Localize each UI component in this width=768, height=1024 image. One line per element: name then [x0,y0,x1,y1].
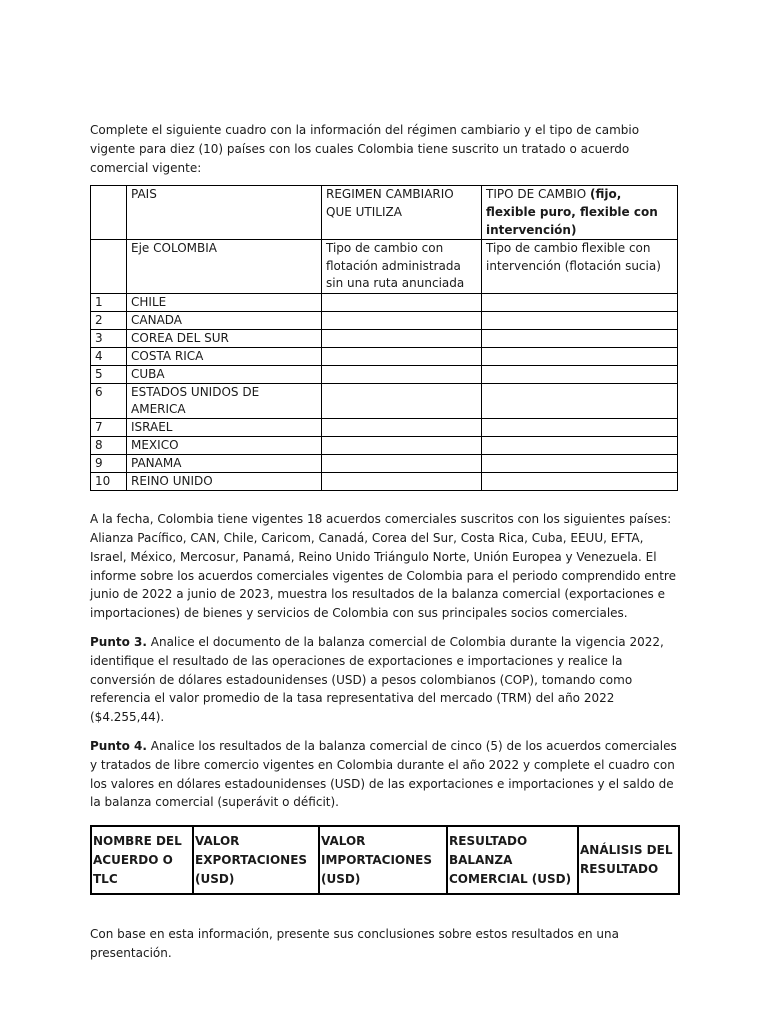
row-regimen [322,455,482,473]
trade-balance-table [90,825,680,895]
punto-3-text: Analice el documento de la balanza comercial de Colombia durante la vigencia 2022, identifique el resultado de las operaciones de exportaciones e importaciones y realice la conversión de dólares estadounidenses (USD) a pesos colombianos (COP), tomando como referencia el valor promedio de la tasa representativa del mercado (TRM) del año 2022 ($4.255,44). [90,634,664,725]
punto-3-label: Punto 3. [90,634,147,649]
exchange-regime-table [90,185,678,491]
row-num: 3 [91,330,127,348]
row-pais: MEXICO [127,437,322,455]
row-tipo [482,419,678,437]
row-num: 5 [91,366,127,384]
header-acuerdo: NOMBRE DEL ACUERDO O TLC [91,826,193,894]
row-tipo [482,366,678,384]
eje-pais: Eje COLOMBIA [127,240,322,294]
row-num: 8 [91,437,127,455]
row-tipo [482,348,678,366]
row-pais: ESTADOS UNIDOS DE AMERICA [127,384,322,419]
eje-tipo: Tipo de cambio flexible con intervención (flotación sucia) [482,240,678,294]
row-pais: CHILE [127,294,322,312]
punto-4-label: Punto 4. [90,738,147,753]
table-row [91,312,678,330]
row-pais: COSTA RICA [127,348,322,366]
table-row [91,384,678,419]
row-regimen [322,330,482,348]
table-row [91,419,678,437]
row-regimen [322,294,482,312]
header-tipo-prefix: TIPO DE CAMBIO [486,187,590,202]
table-row [91,366,678,384]
row-pais: PANAMA [127,455,322,473]
table-row [91,437,678,455]
row-num: 9 [91,455,127,473]
table-row [91,294,678,312]
table-row-eje [91,240,678,294]
row-pais: CANADA [127,312,322,330]
punto-4-text: Analice los resultados de la balanza comercial de cinco (5) de los acuerdos comerciales y tratados de libre comercio vigentes en Colombia durante el año 2022 y complete el cuadro con los valores en dólares estadounidenses (USD) de las exportaciones e importaciones y el saldo de la balanza comercial (superávit o déficit). [90,738,677,810]
row-regimen [322,473,482,491]
table-row [91,473,678,491]
row-regimen [322,366,482,384]
header-exportaciones: VALOR EXPORTACIONES (USD) [193,826,319,894]
row-tipo [482,473,678,491]
conclusion-paragraph: Con base en esta información, presente sus conclusiones sobre estos resultados en una presentación. [90,927,619,960]
punto-4-paragraph [90,737,678,812]
table-row [91,348,678,366]
header-pais: PAIS [127,186,322,240]
row-num: 10 [91,473,127,491]
eje-num-cell [91,240,127,294]
table-row [91,330,678,348]
intro-paragraph: Complete el siguiente cuadro con la información del régimen cambiario y el tipo de cambio vigente para diez (10) países con los cuales Colombia tiene suscrito un tratado o acuerdo comercial vigente: [90,123,640,175]
row-num: 6 [91,384,127,419]
row-tipo [482,330,678,348]
punto-3-paragraph [90,633,678,727]
header-importaciones: VALOR IMPORTACIONES (USD) [319,826,447,894]
country-rows [91,294,678,491]
header-tipo-options: (fijo, flexible puro, flexible con intervención) [486,187,658,237]
row-num: 7 [91,419,127,437]
row-pais: REINO UNIDO [127,473,322,491]
row-regimen [322,312,482,330]
row-regimen [322,384,482,419]
row-num: 2 [91,312,127,330]
row-num: 4 [91,348,127,366]
row-regimen [322,419,482,437]
table-row [91,455,678,473]
header-analisis: ANÁLISIS DEL RESULTADO [578,826,679,894]
row-tipo [482,437,678,455]
table-header-row [91,186,678,240]
row-tipo [482,384,678,419]
document-page [90,121,678,963]
row-pais: CUBA [127,366,322,384]
row-pais: ISRAEL [127,419,322,437]
row-tipo [482,455,678,473]
row-tipo [482,312,678,330]
trade-balance-header-row [91,826,679,894]
row-regimen [322,348,482,366]
row-regimen [322,437,482,455]
header-resultado: RESULTADO BALANZA COMERCIAL (USD) [447,826,578,894]
row-pais: COREA DEL SUR [127,330,322,348]
header-num-cell [91,186,127,240]
agreements-paragraph: A la fecha, Colombia tiene vigentes 18 acuerdos comerciales suscritos con los siguientes países: Alianza Pacífico, CAN, Chile, Caricom, Canadá, Corea del Sur, Costa Rica, Cuba, EEUU, EFTA, Israel, México, Mercosur, Panamá, Reino Unido Triángulo Norte, Unión Europea y Venezuela. El informe sobre los acuerdos comerciales vigentes de Colombia para el periodo comprendido entre junio de 2022 a junio de 2023, muestra los resultados de la balanza comercial (exportaciones e importaciones) de bienes y servicios de Colombia con sus principales socios comerciales. [90,512,676,621]
row-tipo [482,294,678,312]
eje-regimen: Tipo de cambio con flotación administrada sin una ruta anunciada [322,240,482,294]
header-tipo [482,186,678,240]
row-num: 1 [91,294,127,312]
header-regimen: REGIMEN CAMBIARIO QUE UTILIZA [322,186,482,240]
